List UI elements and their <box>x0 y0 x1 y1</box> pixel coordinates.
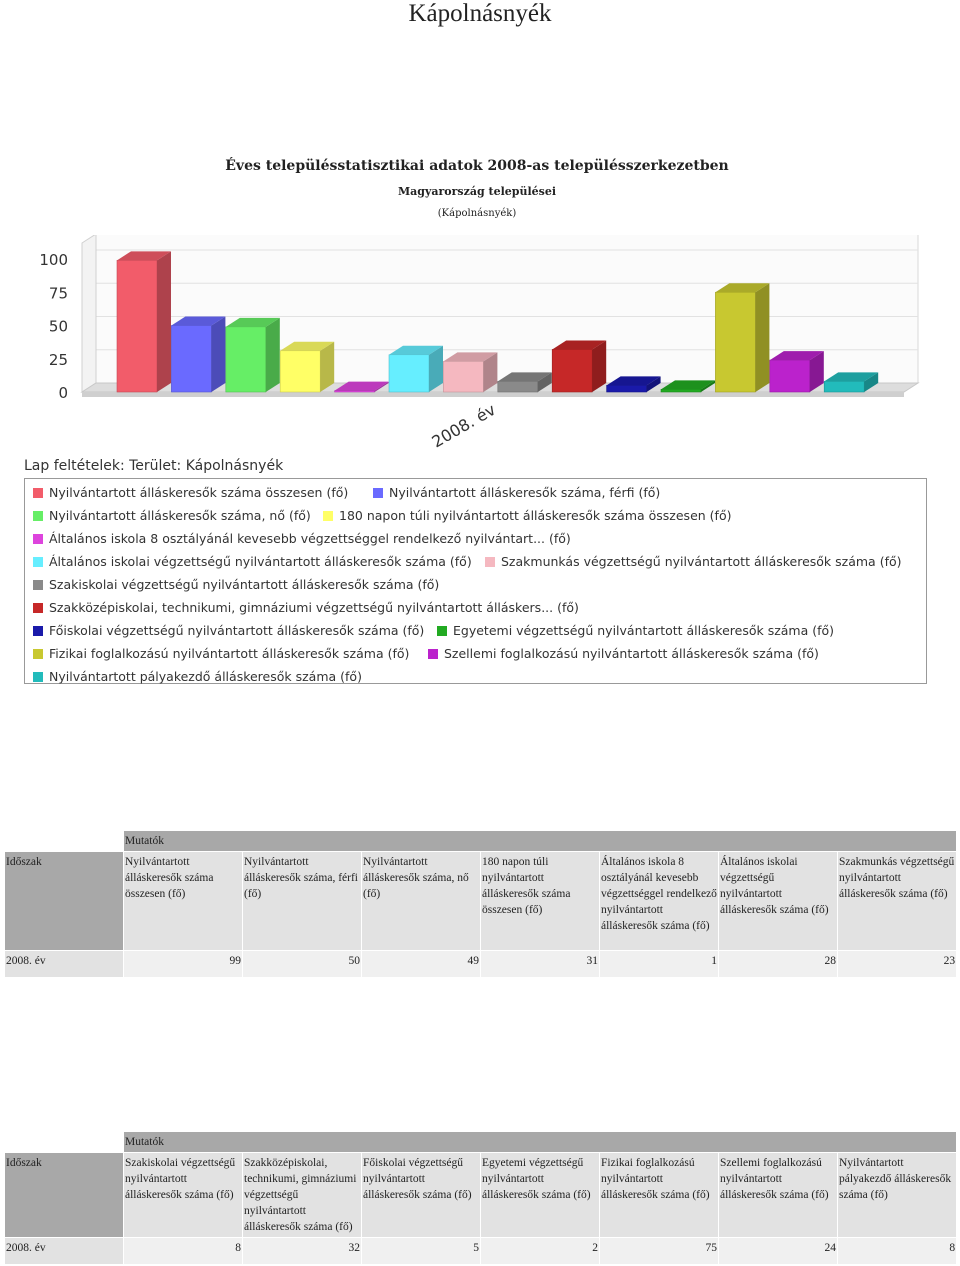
legend-label: Nyilvántartott álláskeresők száma, férfi (fő) <box>389 485 661 500</box>
bar-chart <box>24 235 930 457</box>
bar <box>117 260 157 392</box>
legend-label: Szakmunkás végzettségű nyilvántartott álláskeresők száma (fő) <box>501 554 902 569</box>
legend-label: Szellemi foglalkozású nyilvántartott álláskeresők száma (fő) <box>444 646 819 661</box>
legend-label: Nyilvántartott álláskeresők száma összesen (fő) <box>49 485 349 500</box>
plot-floor-edge <box>82 392 904 397</box>
legend-label: Szakiskolai végzettségű nyilvántartott álláskeresők száma (fő) <box>49 577 440 592</box>
legend-item <box>33 485 348 500</box>
table-column-header: Általános iskolai végzettségű nyilvántartott álláskeresők száma (fő) <box>719 852 838 951</box>
table-cell: 31 <box>481 951 600 978</box>
legend-swatch <box>373 488 383 498</box>
bar <box>498 381 538 392</box>
table-column-header: Szakmunkás végzettségű nyilvántartott álláskeresők száma (fő) <box>838 852 957 951</box>
legend-item <box>33 623 424 638</box>
legend-swatch <box>33 488 43 498</box>
table-column-header: Főiskolai végzettségű nyilvántartott álláskeresők száma (fő) <box>362 1153 481 1238</box>
legend-item <box>33 531 571 546</box>
legend-label: Általános iskola 8 osztályánál kevesebb végzettséggel rendelkező nyilvántart... (fő) <box>49 531 571 546</box>
legend-item <box>33 508 311 523</box>
x-category-label: 2008. év <box>428 399 499 452</box>
table-cell: 99 <box>124 951 243 978</box>
legend-label: Főiskolai végzettségű nyilvántartott álláskeresők száma (fő) <box>49 623 425 638</box>
legend-item <box>323 508 731 523</box>
bar <box>226 327 266 392</box>
table-row-label: 2008. év <box>5 1238 124 1265</box>
table-cell: 24 <box>719 1238 838 1265</box>
table-column-header: Nyilvántartott álláskeresők száma, férfi (fő) <box>243 852 362 951</box>
table-cell: 32 <box>243 1238 362 1265</box>
table-group-header: Mutatók <box>124 831 957 852</box>
table-cell: 8 <box>838 1238 957 1265</box>
legend-swatch <box>33 557 43 567</box>
table-corner <box>5 1132 124 1153</box>
table-cell: 2 <box>481 1238 600 1265</box>
table-column-header: Szakiskolai végzettségű nyilvántartott álláskeresők száma (fő) <box>124 1153 243 1238</box>
y-tick-label: 75 <box>48 284 68 303</box>
legend-label: Szakközépiskolai, technikumi, gimnáziumi végzettségű nyilvántartott álláskers... (fő) <box>49 600 579 615</box>
table-row-label: 2008. év <box>5 951 124 978</box>
legend-item <box>33 577 439 592</box>
legend-label: Nyilvántartott pályakezdő álláskeresők száma (fő) <box>49 669 362 684</box>
plot-side-wall <box>82 235 96 392</box>
chart-title: Éves településstatisztikai adatok 2008-as településszerkezetben <box>225 158 729 174</box>
table-cell: 1 <box>600 951 719 978</box>
bar <box>443 361 483 392</box>
bar <box>715 292 755 392</box>
y-tick-label: 100 <box>39 251 68 269</box>
page-condition: Lap feltételek: Terület: Kápolnásnyék <box>24 458 284 474</box>
legend-swatch <box>428 649 438 659</box>
legend-label: 180 napon túli nyilvántartott álláskeresők száma összesen (fő) <box>339 508 732 523</box>
table-group-header: Mutatók <box>124 1132 957 1153</box>
legend-item <box>428 646 819 661</box>
bar-side <box>211 317 225 393</box>
y-tick-label: 25 <box>48 350 68 369</box>
y-tick-label: 0 <box>58 384 68 402</box>
data-table-2 <box>4 1131 957 1265</box>
chart-subtitle: Magyarország települései <box>397 185 557 198</box>
bar-side <box>266 318 280 392</box>
legend-item <box>437 623 834 638</box>
table-cell: 49 <box>362 951 481 978</box>
legend-item <box>485 554 902 569</box>
table-cell: 50 <box>243 951 362 978</box>
legend-label: Fizikai foglalkozású nyilvántartott álláskeresők száma (fő) <box>49 646 410 661</box>
legend-swatch <box>437 626 447 636</box>
page-title: Kápolnásnyék <box>408 0 552 27</box>
bar <box>552 349 592 392</box>
legend-item <box>33 646 409 661</box>
data-table-1 <box>4 830 957 978</box>
table-cell: 23 <box>838 951 957 978</box>
table-column-header: 180 napon túli nyilvántartott álláskeresők száma összesen (fő) <box>481 852 600 951</box>
bar <box>335 391 375 392</box>
table-column-header: Nyilvántartott álláskeresők száma, nő (fő) <box>362 852 481 951</box>
legend-item <box>373 485 660 500</box>
legend-swatch <box>33 511 43 521</box>
bar <box>770 360 810 392</box>
table-cell: 75 <box>600 1238 719 1265</box>
legend-swatch <box>33 626 43 636</box>
bar <box>661 389 701 392</box>
table-cell: 28 <box>719 951 838 978</box>
legend-label: Általános iskolai végzettségű nyilvántartott álláskeresők száma (fő) <box>49 554 472 569</box>
table-column-header: Szellemi foglalkozású nyilvántartott álláskeresők száma (fő) <box>719 1153 838 1238</box>
legend-swatch <box>33 534 43 544</box>
legend-swatch <box>33 603 43 613</box>
bar <box>824 381 864 392</box>
table-column-header: Nyilvántartott álláskeresők száma összesen (fő) <box>124 852 243 951</box>
table-column-header: Nyilvántartott pályakezdő álláskeresők száma (fő) <box>838 1153 957 1238</box>
bar-side <box>592 340 606 392</box>
table-cell: 8 <box>124 1238 243 1265</box>
legend-swatch <box>323 511 333 521</box>
legend-item <box>33 554 472 569</box>
legend-swatch <box>33 672 43 682</box>
legend-item <box>33 600 579 615</box>
bar-side <box>755 283 769 392</box>
legend-label: Egyetemi végzettségű nyilvántartott álláskeresők száma (fő) <box>453 623 835 638</box>
table-column-header: Egyetemi végzettségű nyilvántartott álláskeresők száma (fő) <box>481 1153 600 1238</box>
chart-subtitle-area: (Kápolnásnyék) <box>437 208 517 219</box>
legend-swatch <box>33 580 43 590</box>
table-column-header: Általános iskola 8 osztályánál kevesebb végzettséggel rendelkező nyilvántartott álláskeresők száma (fő) <box>600 852 719 951</box>
y-tick-label: 50 <box>48 317 68 336</box>
bar <box>171 326 211 393</box>
legend-swatch <box>485 557 495 567</box>
table-corner <box>5 831 124 852</box>
legend-item <box>33 669 362 684</box>
chart-panel <box>24 150 930 690</box>
chart-legend <box>24 478 927 684</box>
bar-side <box>157 251 171 392</box>
table-cell: 5 <box>362 1238 481 1265</box>
table-row-header: Időszak <box>5 1153 124 1238</box>
legend-label: Nyilvántartott álláskeresők száma, nő (fő) <box>49 508 311 523</box>
bar <box>280 351 320 392</box>
bar <box>607 385 647 392</box>
table-column-header: Szakközépiskolai, technikumi, gimnáziumi végzettségű nyilvántartott álláskeresők száma (fő) <box>243 1153 362 1238</box>
table-row-header: Időszak <box>5 852 124 951</box>
legend-swatch <box>33 649 43 659</box>
bar <box>389 355 429 392</box>
table-column-header: Fizikai foglalkozású nyilvántartott álláskeresők száma (fő) <box>600 1153 719 1238</box>
